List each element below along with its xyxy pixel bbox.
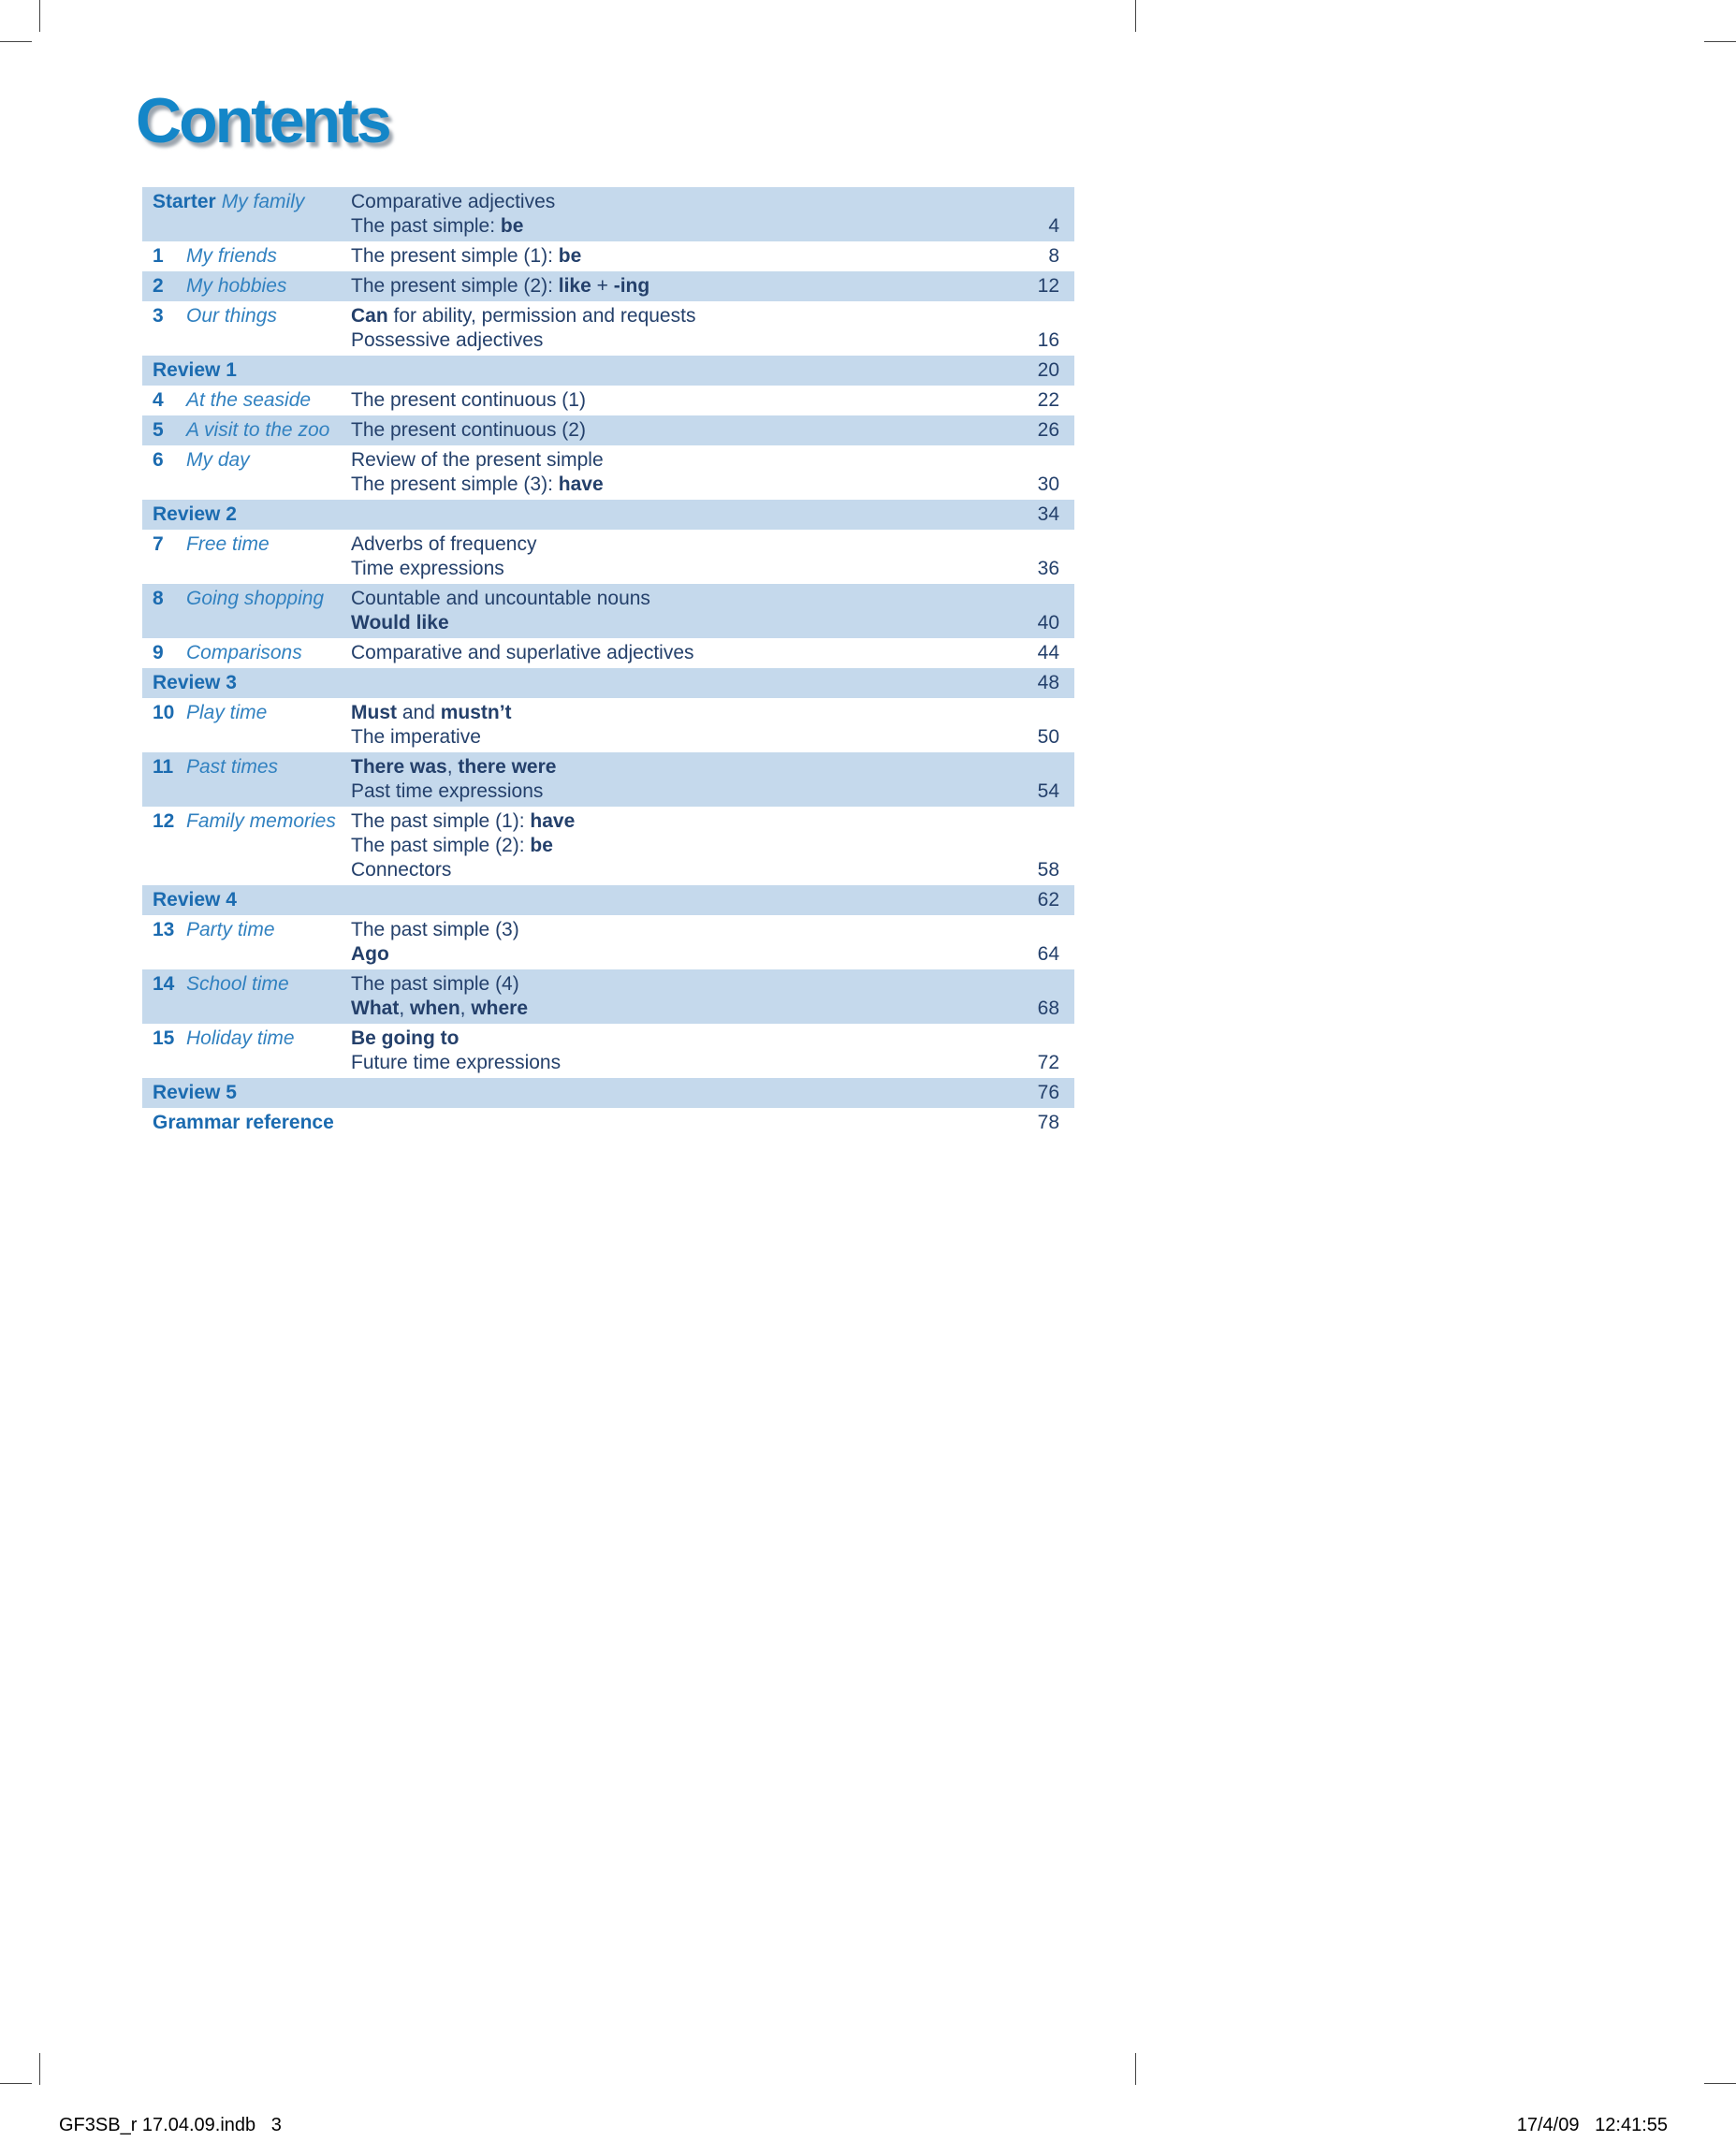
grammar-line: The past simple (4) bbox=[351, 973, 519, 995]
toc-chapter-row bbox=[142, 187, 1074, 241]
toc-chapter-row bbox=[142, 752, 1074, 807]
grammar-points bbox=[351, 587, 1009, 635]
grammar-line: Time expressions bbox=[351, 558, 504, 579]
grammar-line: Possessive adjectives bbox=[351, 329, 544, 351]
toc-chapter-row bbox=[142, 271, 1074, 301]
page-number: 44 bbox=[1037, 642, 1059, 663]
grammar-line: Adverbs of frequency bbox=[351, 533, 537, 555]
chapter-number: 10 bbox=[153, 702, 175, 723]
crop-mark bbox=[39, 2053, 40, 2085]
page-number: 68 bbox=[1037, 998, 1059, 1019]
toc-chapter-row bbox=[142, 638, 1074, 668]
grammar-line: The present simple (3): have bbox=[351, 473, 604, 495]
chapter-title: My friends bbox=[186, 245, 277, 267]
toc-row-heading bbox=[142, 1081, 351, 1105]
toc-chapter-row bbox=[142, 301, 1074, 356]
grammar-points bbox=[351, 190, 1009, 239]
page-number: 22 bbox=[1037, 389, 1059, 411]
review-label: Review 4 bbox=[153, 889, 237, 910]
crop-mark bbox=[0, 2083, 32, 2084]
chapter-number: 6 bbox=[153, 449, 164, 471]
chapter-title: My day bbox=[186, 449, 250, 471]
chapter-number: 9 bbox=[153, 642, 164, 663]
toc-chapter-row bbox=[142, 445, 1074, 500]
grammar-line: The past simple (1): have bbox=[351, 810, 576, 832]
print-info-filename: GF3SB_r 17.04.09.indb 3 bbox=[59, 2115, 282, 2135]
grammar-points bbox=[351, 418, 1009, 443]
page-number: 58 bbox=[1037, 859, 1059, 881]
toc-row-heading bbox=[142, 358, 351, 383]
toc-chapter-row bbox=[142, 807, 1074, 885]
page-number: 30 bbox=[1037, 473, 1059, 495]
toc-row-heading bbox=[142, 532, 351, 557]
chapter-title: At the seaside bbox=[186, 389, 312, 411]
chapter-number: 14 bbox=[153, 973, 175, 995]
chapter-number: 12 bbox=[153, 810, 175, 832]
grammar-line: What, when, where bbox=[351, 998, 529, 1019]
chapter-number: 2 bbox=[153, 275, 164, 297]
grammar-line: Can for ability, permission and requests bbox=[351, 305, 696, 327]
toc-chapter-row bbox=[142, 584, 1074, 638]
chapter-title: Play time bbox=[186, 702, 268, 723]
toc-row-heading bbox=[142, 755, 351, 779]
grammar-points bbox=[351, 809, 1009, 882]
grammar-line: Comparative adjectives bbox=[351, 191, 556, 212]
grammar-line: Ago bbox=[351, 943, 389, 965]
grammar-line: Would like bbox=[351, 612, 449, 634]
grammar-line: Must and mustn’t bbox=[351, 702, 512, 723]
page-number: 12 bbox=[1037, 275, 1059, 297]
grammar-points bbox=[351, 244, 1009, 269]
grammar-line: The past simple: be bbox=[351, 215, 524, 237]
chapter-title: Free time bbox=[186, 533, 270, 555]
page-number: 34 bbox=[1037, 503, 1059, 525]
page-number: 54 bbox=[1037, 780, 1059, 802]
chapter-title: Going shopping bbox=[186, 588, 325, 609]
chapter-number: 13 bbox=[153, 919, 175, 940]
review-label: Grammar reference bbox=[153, 1112, 334, 1133]
chapter-number: 15 bbox=[153, 1027, 175, 1049]
review-label: Review 1 bbox=[153, 359, 237, 381]
toc-review-row bbox=[142, 356, 1074, 386]
toc-chapter-row bbox=[142, 241, 1074, 271]
page-number: 36 bbox=[1037, 558, 1059, 579]
grammar-points bbox=[351, 641, 1009, 665]
grammar-points bbox=[351, 304, 1009, 353]
toc-chapter-row bbox=[142, 969, 1074, 1024]
toc-chapter-row bbox=[142, 915, 1074, 969]
toc-row-heading bbox=[142, 1027, 351, 1051]
chapter-title: Comparisons bbox=[186, 642, 302, 663]
print-info-timestamp: 17/4/09 12:41:55 bbox=[1516, 2115, 1668, 2135]
page-number: 50 bbox=[1037, 726, 1059, 748]
grammar-points bbox=[351, 1027, 1009, 1075]
grammar-line: The past simple (2): be bbox=[351, 835, 553, 856]
review-label: Review 3 bbox=[153, 672, 237, 693]
grammar-line: The imperative bbox=[351, 726, 481, 748]
chapter-title: My hobbies bbox=[186, 275, 287, 297]
toc-row-heading bbox=[142, 972, 351, 997]
toc-row-heading bbox=[142, 448, 351, 473]
grammar-line: The past simple (3) bbox=[351, 919, 519, 940]
chapter-number: 11 bbox=[153, 756, 174, 778]
review-label: Review 2 bbox=[153, 503, 237, 525]
toc-review-row bbox=[142, 1078, 1074, 1108]
page-number: 16 bbox=[1037, 329, 1059, 351]
grammar-line: Review of the present simple bbox=[351, 449, 604, 471]
grammar-line: Be going to bbox=[351, 1027, 460, 1049]
toc-row-heading bbox=[142, 388, 351, 413]
chapter-title: Past times bbox=[186, 756, 279, 778]
review-label: Review 5 bbox=[153, 1082, 237, 1103]
grammar-points bbox=[351, 755, 1009, 804]
toc-review-row bbox=[142, 1108, 1074, 1138]
grammar-points bbox=[351, 388, 1009, 413]
toc-review-row bbox=[142, 885, 1074, 915]
chapter-number: 8 bbox=[153, 588, 164, 609]
page-number: 48 bbox=[1037, 672, 1059, 693]
page-number: 76 bbox=[1037, 1082, 1059, 1103]
crop-mark bbox=[1704, 2083, 1736, 2084]
toc-row-heading bbox=[142, 304, 351, 328]
toc-row-heading bbox=[142, 888, 351, 912]
crop-mark bbox=[39, 0, 40, 32]
toc-row-heading bbox=[142, 274, 351, 299]
toc-table bbox=[142, 187, 1074, 1138]
crop-mark bbox=[0, 41, 32, 42]
chapter-title: Party time bbox=[186, 919, 275, 940]
chapter-number: 4 bbox=[153, 389, 164, 411]
chapter-title: School time bbox=[186, 973, 289, 995]
toc-row-heading bbox=[142, 641, 351, 665]
toc-chapter-row bbox=[142, 386, 1074, 415]
grammar-points bbox=[351, 274, 1009, 299]
chapter-number: Starter bbox=[153, 191, 216, 212]
crop-mark bbox=[1135, 0, 1136, 32]
page-number: 62 bbox=[1037, 889, 1059, 910]
toc-row-heading bbox=[142, 418, 351, 443]
grammar-points bbox=[351, 532, 1009, 581]
chapter-number: 3 bbox=[153, 305, 164, 327]
toc-review-row bbox=[142, 668, 1074, 698]
page-number: 8 bbox=[1048, 245, 1059, 267]
chapter-title: Holiday time bbox=[186, 1027, 295, 1049]
crop-mark bbox=[1704, 41, 1736, 42]
grammar-line: Comparative and superlative adjectives bbox=[351, 642, 694, 663]
toc-row-heading bbox=[142, 190, 351, 214]
page-number: 40 bbox=[1037, 612, 1059, 634]
chapter-title: A visit to the zoo bbox=[186, 419, 330, 441]
toc-row-heading bbox=[142, 587, 351, 611]
grammar-line: Past time expressions bbox=[351, 780, 544, 802]
toc-row-heading bbox=[142, 918, 351, 942]
toc-row-heading bbox=[142, 503, 351, 527]
toc-row-heading bbox=[142, 701, 351, 725]
chapter-number: 5 bbox=[153, 419, 164, 441]
grammar-line: The present continuous (2) bbox=[351, 419, 586, 441]
toc-chapter-row bbox=[142, 415, 1074, 445]
toc-chapter-row bbox=[142, 530, 1074, 584]
grammar-line: The present continuous (1) bbox=[351, 389, 586, 411]
grammar-line: The present simple (2): like + -ing bbox=[351, 275, 650, 297]
toc-row-heading bbox=[142, 809, 351, 834]
page-number: 64 bbox=[1037, 943, 1059, 965]
chapter-number: 1 bbox=[153, 245, 164, 267]
grammar-line: There was, there were bbox=[351, 756, 557, 778]
page-number: 26 bbox=[1037, 419, 1059, 441]
crop-mark bbox=[1135, 2053, 1136, 2085]
page-title: Contents bbox=[136, 85, 389, 156]
grammar-points bbox=[351, 448, 1009, 497]
chapter-number: 7 bbox=[153, 533, 164, 555]
page-number: 4 bbox=[1048, 215, 1059, 237]
grammar-line: The present simple (1): be bbox=[351, 245, 582, 267]
toc-review-row bbox=[142, 500, 1074, 530]
toc-row-heading bbox=[142, 1111, 351, 1135]
grammar-points bbox=[351, 701, 1009, 750]
toc-row-heading bbox=[142, 244, 351, 269]
chapter-title: Family memories bbox=[186, 810, 336, 832]
grammar-line: Countable and uncountable nouns bbox=[351, 588, 650, 609]
page-number: 20 bbox=[1037, 359, 1059, 381]
page-number: 72 bbox=[1037, 1052, 1059, 1073]
page-number: 78 bbox=[1037, 1112, 1059, 1133]
chapter-title: My family bbox=[221, 191, 305, 212]
grammar-points bbox=[351, 918, 1009, 967]
toc-row-heading bbox=[142, 671, 351, 695]
chapter-title: Our things bbox=[186, 305, 277, 327]
toc-chapter-row bbox=[142, 698, 1074, 752]
grammar-line: Future time expressions bbox=[351, 1052, 562, 1073]
toc-chapter-row bbox=[142, 1024, 1074, 1078]
grammar-points bbox=[351, 972, 1009, 1021]
grammar-line: Connectors bbox=[351, 859, 452, 881]
